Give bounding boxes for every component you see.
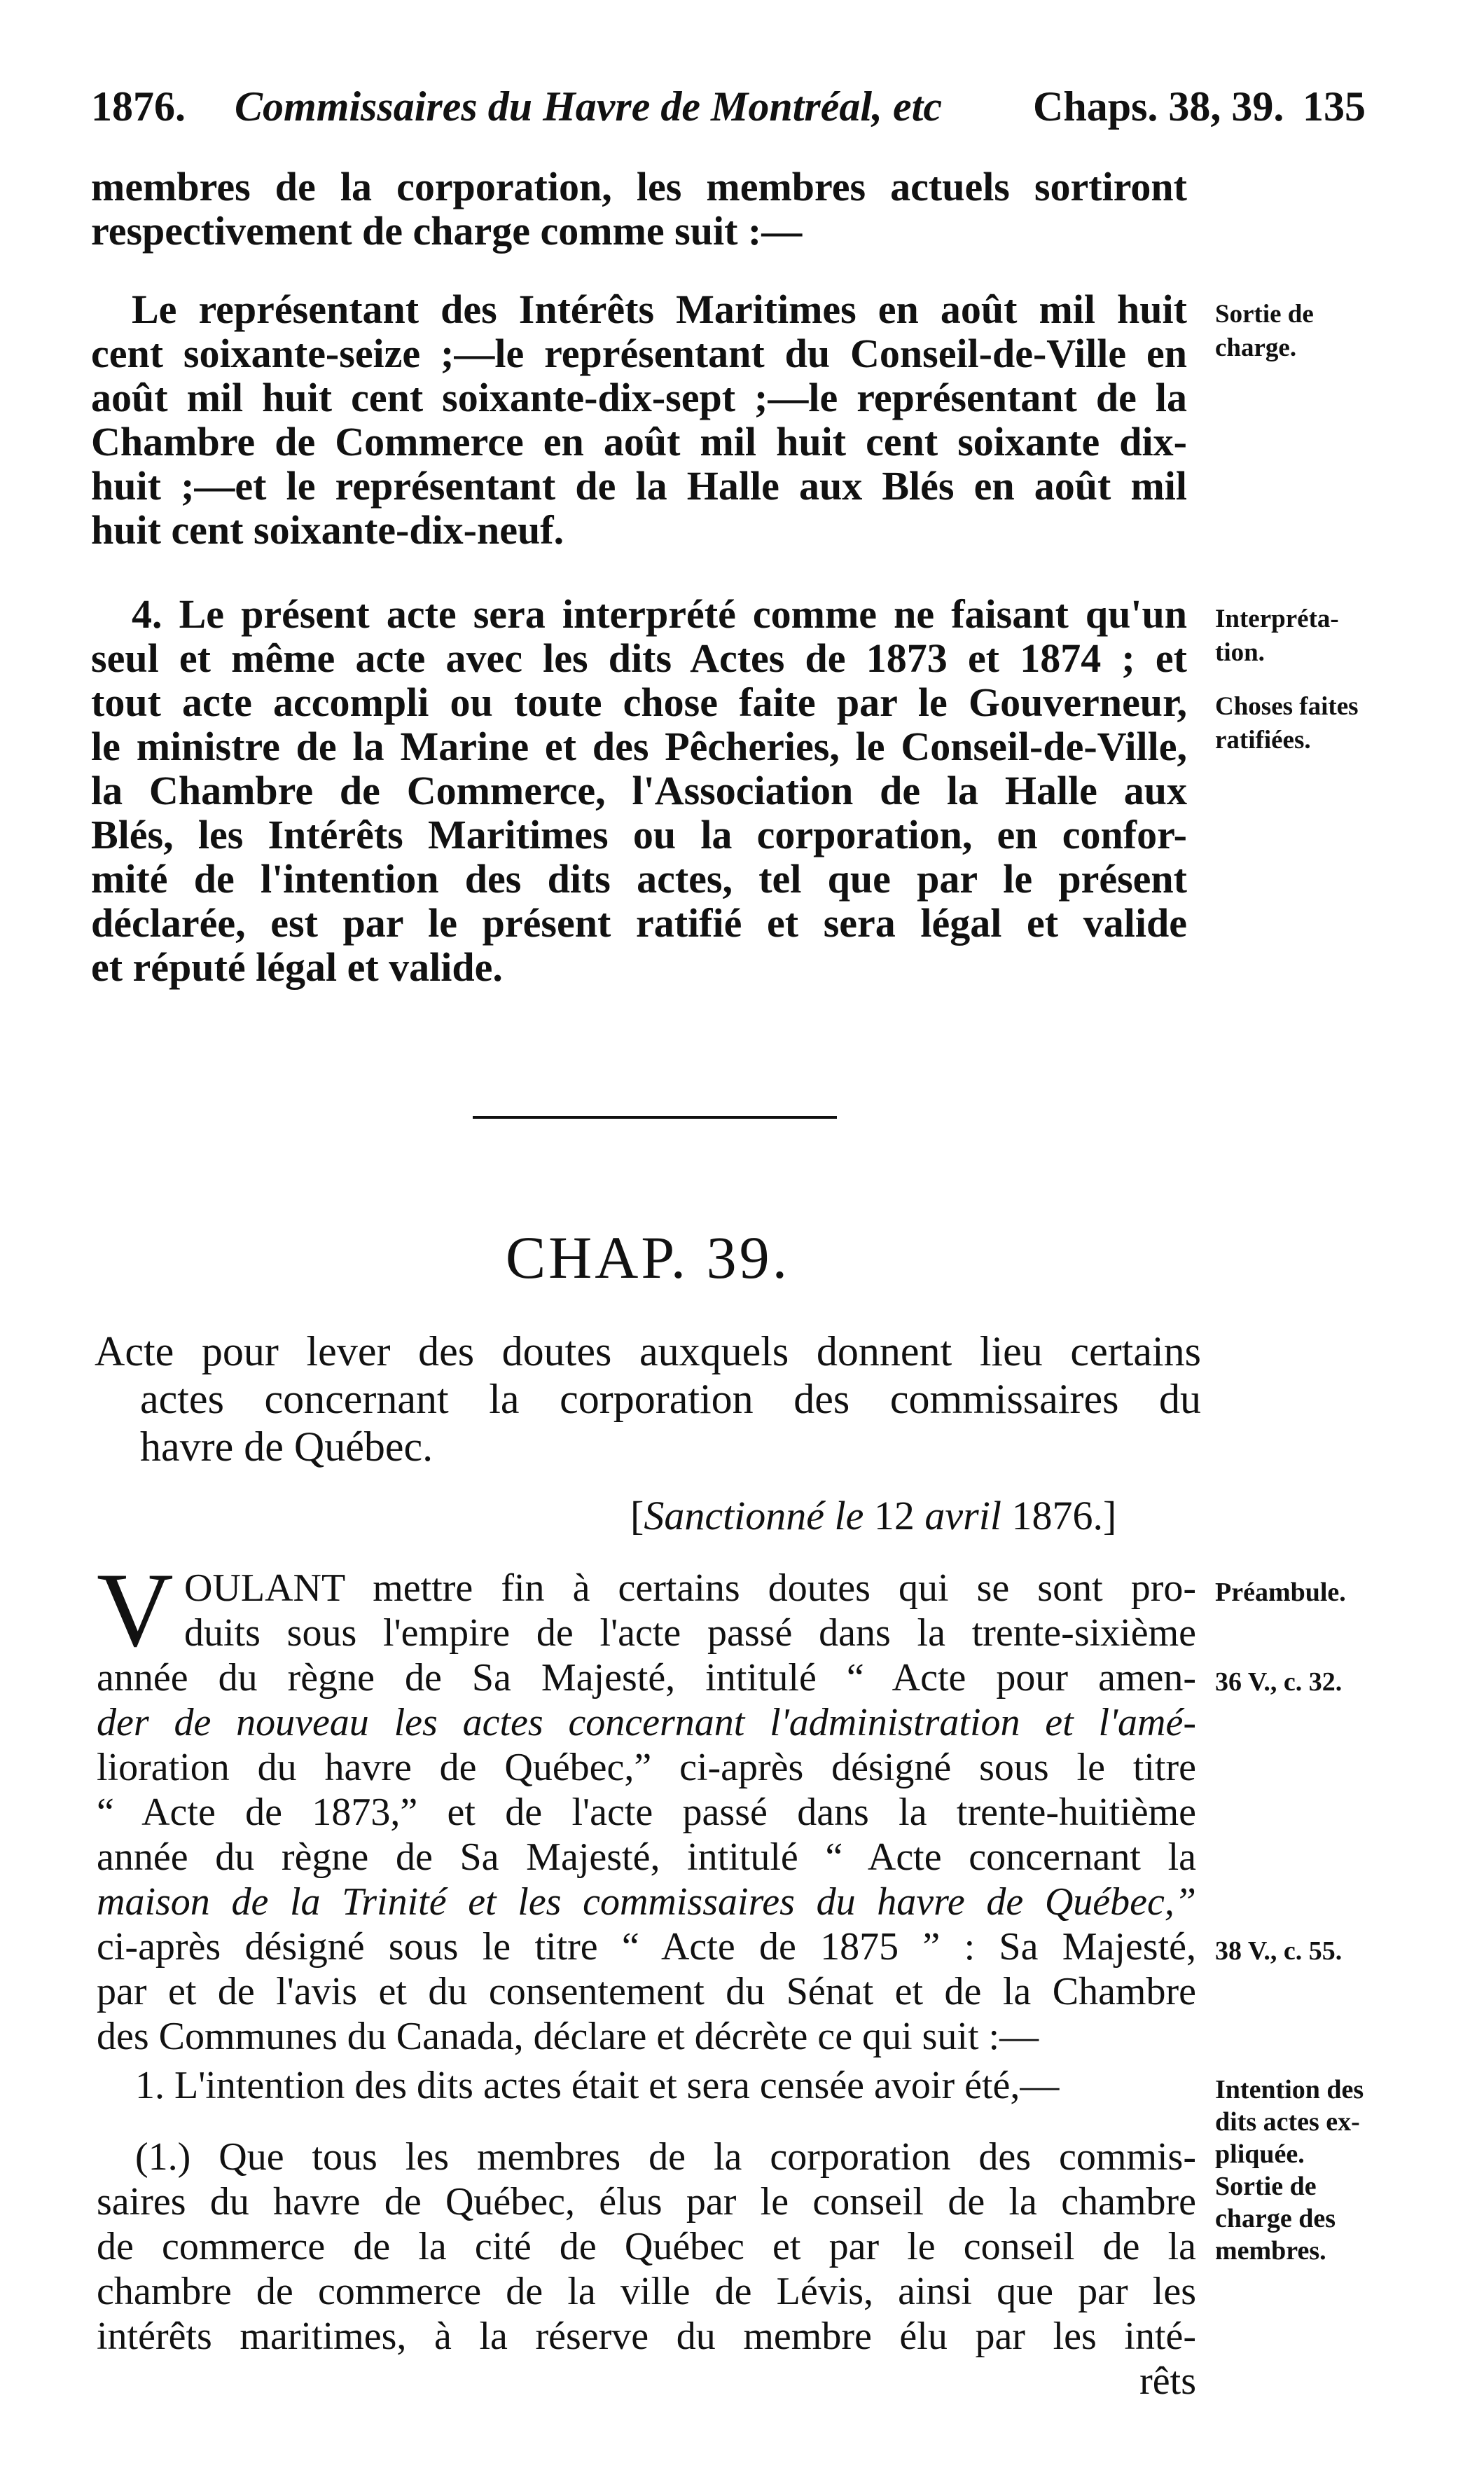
text-line: havre de Québec. <box>140 1423 434 1470</box>
act-title <box>95 1328 1201 1470</box>
text-line: der de nouveau les actes concernant l'administration et l'amé- <box>97 1701 1196 1744</box>
text-line: Blés, les Intérêts Maritimes ou la corporation, en confor- <box>91 812 1187 857</box>
text-line: année du règne de Sa Majesté, intitulé “ Acte concernant la <box>97 1835 1196 1879</box>
text-line: déclarée, est par le présent ratifié et sera légal et valide <box>91 900 1187 946</box>
paragraph-retirement <box>91 287 1187 552</box>
sanction-date: [Sanctionné le 12 avril 1876.] <box>630 1493 1117 1538</box>
running-header <box>91 83 1415 146</box>
margin-note-sortie: Sortie de charge. <box>1215 300 1314 362</box>
chapter-title: CHAP. 39. <box>505 1224 791 1291</box>
text-line: année du règne de Sa Majesté, intitulé “ Acte pour amen- <box>97 1656 1196 1700</box>
text-line: ci-après désigné sous le titre “ Acte de 1875 ” : Sa Majesté, <box>97 1925 1196 1969</box>
text-line: huit cent soixante-dix-neuf. <box>91 507 564 553</box>
page-number: 135 <box>1303 83 1366 130</box>
text-line: OULANT mettre fin à certains doutes qui se sont pro- <box>184 1566 1196 1610</box>
text-line: huit ;—et le représentant de la Halle aux Blés en août mil <box>91 463 1187 509</box>
text-line: des Communes du Canada, déclare et décrète ce qui suit :— <box>97 2015 1039 2058</box>
header-chapters: Chaps. 38, 39. <box>1033 83 1284 130</box>
text-line: maison de la Trinité et les commissaires du havre de Québec,” <box>97 1880 1196 1924</box>
text-line: de commerce de la cité de Québec et par le conseil de la <box>97 2225 1196 2268</box>
text-line: chambre de commerce de la ville de Lévis, ainsi que par les <box>97 2270 1196 2313</box>
margin-note-preambule: Préambule. <box>1215 1578 1346 1607</box>
text-line: Acte pour lever des doutes auxquels donnent lieu certains <box>95 1328 1201 1374</box>
text-line: intérêts maritimes, à la réserve du membre élu par les inté- <box>97 2315 1196 2358</box>
text-line: par et de l'avis et du consentement du Sénat et de la Chambre <box>97 1970 1196 2013</box>
text-line: la Chambre de Commerce, l'Association de la Halle aux <box>91 768 1187 813</box>
text-line: Le représentant des Intérêts Maritimes en août mil huit <box>132 287 1187 332</box>
text-line: (1.) Que tous les membres de la corporation des commis- <box>135 2135 1196 2179</box>
text-line: duits sous l'empire de l'acte passé dans la trente-sixième <box>184 1611 1196 1655</box>
margin-note-reference: 38 V., c. 55. <box>1215 1936 1343 1966</box>
text-line: “ Acte de 1873,” et de l'acte passé dans la trente-huitième <box>97 1791 1196 1834</box>
text-line: seul et même acte avec les dits Actes de 1873 et 1874 ; et <box>91 635 1187 681</box>
text-line: actes concernant la corporation des commissaires du <box>140 1376 1201 1422</box>
text-line: Chambre de Commerce en août mil huit cent soixante dix- <box>91 419 1187 464</box>
section-divider <box>473 1116 837 1119</box>
header-year: 1876. <box>91 83 186 130</box>
margin-note-intention: Intention des dits actes ex- pliquée. <box>1215 2075 1364 2169</box>
text-line: membres de la corporation, les membres actuels sortiront <box>91 164 1187 209</box>
section-1 <box>97 2063 1196 2404</box>
text-line: août mil huit cent soixante-dix-sept ;—le représentant de la <box>91 375 1187 420</box>
preamble <box>97 1566 1196 2059</box>
drop-cap: V <box>97 1551 174 1669</box>
section-4 <box>91 592 1187 989</box>
margin-note-sortie-membres: Sortie de charge des membres. <box>1215 2172 1336 2266</box>
text-line: rêts <box>1139 2359 1196 2403</box>
text-line: saires du havre de Québec, élus par le conseil de la chambre <box>97 2180 1196 2224</box>
text-line: le ministre de la Marine et des Pêcheries, le Conseil-de-Ville, <box>91 724 1187 769</box>
text-line: cent soixante-seize ;—le représentant du Conseil-de-Ville en <box>91 331 1187 376</box>
text-line: respectivement de charge comme suit :— <box>91 208 803 254</box>
paragraph-continuation <box>91 165 1187 253</box>
margin-note-choses-faites: Choses faites ratifiées. <box>1215 692 1359 754</box>
margin-note-reference: 36 V., c. 32. <box>1215 1667 1343 1697</box>
text-line: mité de l'intention des dits actes, tel que par le présent <box>91 856 1187 902</box>
text-line: et réputé légal et valide. <box>91 944 503 990</box>
text-line: lioration du havre de Québec,” ci-après désigné sous le titre <box>97 1746 1196 1789</box>
margin-note-interpretation: Interpréta- tion. <box>1215 605 1339 667</box>
text-line: 4. Le présent acte sera interprété comme ne faisant qu'un <box>132 591 1187 637</box>
header-title: Commissaires du Havre de Montréal, etc <box>235 83 942 130</box>
text-line: tout acte accompli ou toute chose faite par le Gouverneur, <box>91 680 1187 725</box>
text-line: 1. L'intention des dits actes était et sera censée avoir été,— <box>135 2064 1060 2107</box>
